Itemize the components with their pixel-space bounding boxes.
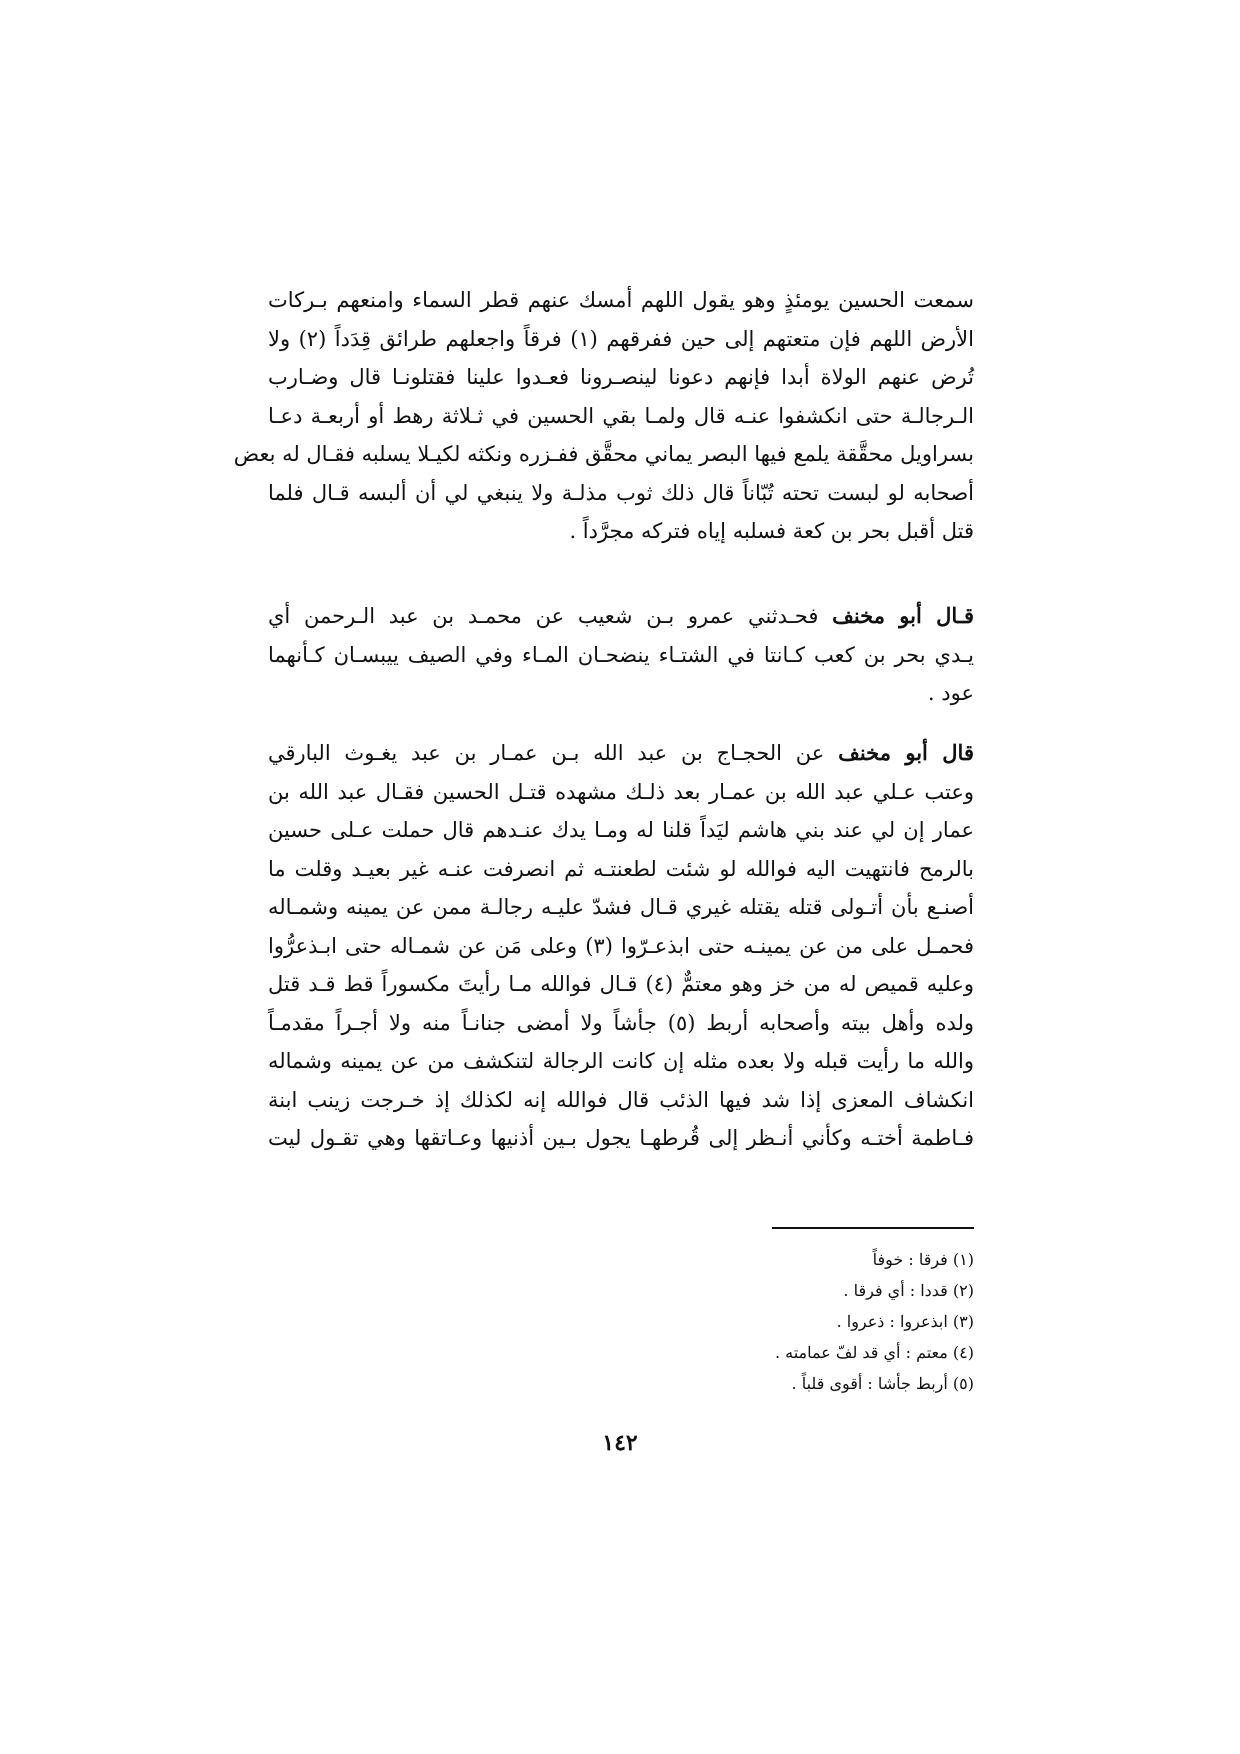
paragraph-1 — [233, 281, 974, 551]
paragraph-line: أصحابه لو لبست تحته تُبّاناً قال ذلك ثوب مذلـة ولا ينبغي لي أن ألبسه قـال فلما — [268, 480, 974, 505]
paragraph-line: فـاطمة أختـه وكأني أنـظر إلى قُرطهـا يجول بـين أذنيها وعـاتقها وهي تقـول ليت — [268, 1126, 974, 1150]
paragraph-line: انكشاف المعزى إذا شد فيها الذئب قال فوالله إنه لكذلك إذ خـرجت زينب ابنة — [268, 1087, 974, 1112]
paragraph-first-line — [268, 597, 974, 636]
footnote-divider — [772, 1227, 974, 1229]
paragraph-line: عمار إن لي عند بني هاشم ليَداً قلنا له ومـا يدك عنـدهم قال حملت عـلى حسين — [268, 818, 974, 842]
paragraph-line: الأرض اللهم فإن متعتهم إلى حين ففرقهم (١) فرقاً واجعلهم طرائق قِدَداً (٢) ولا — [268, 326, 974, 351]
paragraph-line: وعتب عـلي عبد الله بن عمـار بعد ذلـك مشهده قتـل الحسين فقـال عبد الله بن — [268, 779, 974, 804]
paragraph-2 — [268, 597, 974, 713]
paragraph-line: بالرمح فانتهيت اليه فوالله لو شئت لطعنتـه ثم انصرفت عنـه غير بعيـد وقلت ما — [268, 856, 974, 881]
footnotes — [600, 1244, 974, 1399]
paragraph-line: بسراويل محقَّقة يلمع فيها البصر يماني محقَّق ففـزره ونكثه لكيـلا يسلبه فقـال له بعض — [233, 442, 974, 466]
paragraph-line: أصنـع بأن أتـولى قتله يقتله غيري قـال فشدّ عليـه رجالـة ممن عن يمينه وشمـاله — [268, 895, 974, 919]
footnote-item: (١) فرقا : خوفاً — [872, 1250, 974, 1269]
paragraph-line-text: عن الحجـاج بن عبد الله بـن عمـار بن عبد يغـوث البارقي — [268, 741, 839, 765]
paragraph-line: سمعت الحسين يومئذٍ وهو يقول اللهم أمسك عنهم قطر السماء وامنعهم بـركات — [268, 288, 974, 312]
footnote-item: (٢) قددا : أي فرقا . — [843, 1281, 974, 1300]
paragraph-first-line — [268, 734, 974, 773]
paragraph-line: الـرجالـة حتى انكشفوا عنـه قال ولمـا بقي الحسين في ثـلاثة رهط أو أربعـة دعـا — [268, 403, 974, 428]
footnote-item: (٣) ابذعروا : ذعروا . — [836, 1312, 974, 1331]
footnote-item: (٥) أربط جأشا : أقوى قلباً . — [791, 1374, 974, 1393]
paragraph-line: قتل أقبل بحر بن كعة فسلبه إياه فتركه مجرَّداً . — [569, 519, 974, 543]
paragraph-lead: قـال أبو مخنف — [832, 603, 974, 628]
paragraph-line: فحمـل على من عن يمينـه حتى ابذعـرّوا (٣) وعلى مَن عن شمـاله حتى ابـذعرُّوا — [268, 933, 974, 958]
paragraph-lead: قال أبو مخنف — [838, 740, 974, 765]
paragraph-line: والله ما رأيت قبله ولا بعده مثله إن كانت الرجالة لتنكشف من عن يمينه وشماله — [268, 1049, 974, 1073]
paragraph-line: يـدي بحر بن كعب كـانتا في الشتـاء ينضحـان المـاء وفي الصيف ييبسـان كـأنهما — [268, 642, 974, 667]
paragraph-line: عود . — [927, 681, 974, 705]
page-number: ١٤٢ — [602, 1430, 638, 1456]
paragraph-line: وعليه قميص له من خز وهو معتمٌّ (٤) قـال فوالله مـا رأيتَ مكسوراً قط قـد قتل — [268, 972, 974, 996]
paragraph-line: تُرض عنهم الولاة أبدا فإنهم دعونا لينصـرونا فعـدوا علينا فقتلونـا قال وضـارب — [268, 365, 974, 389]
paragraph-line: ولده وأهل بيته وأصحابه أربط (٥) جأشاً ولا أمضى جنانـاً منه ولا أجـراً مقدمـاً — [268, 1010, 975, 1035]
footnote-item: (٤) معتم : أي قد لفّ عمامته . — [774, 1343, 974, 1362]
paragraph-line-text: فحـدثني عمرو بـن شعيب عن محمـد بن عبد الـرحمن أي — [268, 604, 833, 628]
paragraph-3 — [268, 734, 974, 1158]
